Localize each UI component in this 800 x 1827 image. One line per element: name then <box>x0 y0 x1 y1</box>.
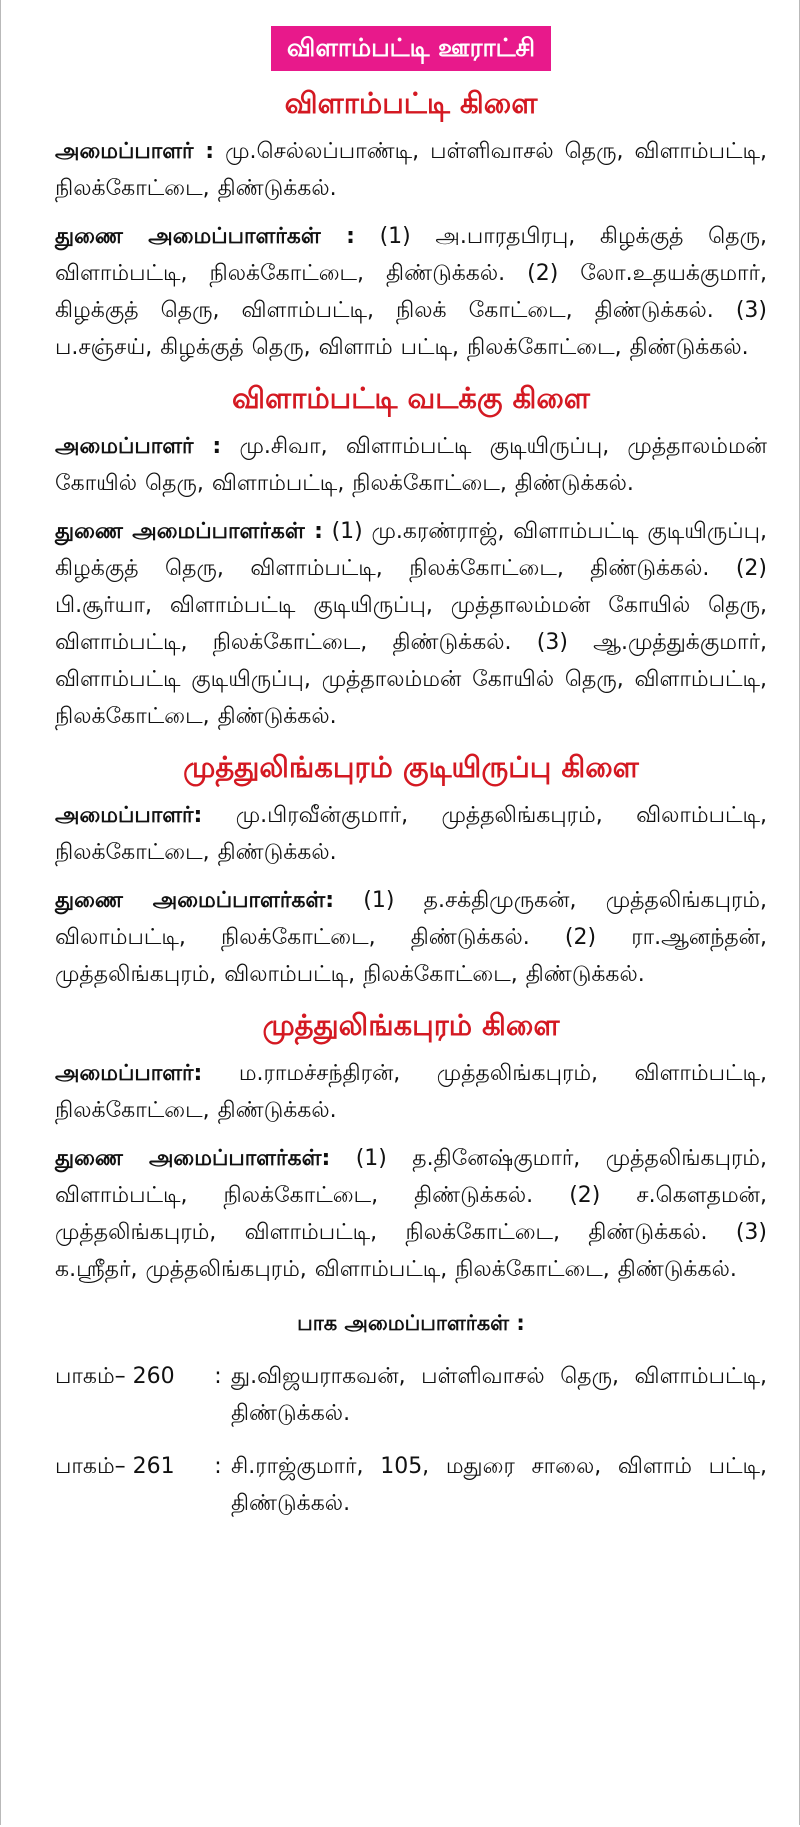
booth-number: பாகம்– 260 <box>55 1364 175 1389</box>
booth-separator: : <box>214 1364 222 1389</box>
person-details: (1) மு.கரண்ராஜ், விளாம்பட்டி குடியிருப்பு, கிழக்குத் தெரு, விளாம்பட்டி, நிலக்கோட்டை, திண்டுக்கல். (2) பி.சூர்யா, விளாம்பட்டி குடியிருப்பு, முத்தாலம்மன் கோயில் தெரு, விளாம்பட்டி, நிலக்கோட்டை, திண்டுக்கல். (3) ஆ.முத்துக்குமார், விளாம்பட்டி குடியிருப்பு, முத்தாலம்மன் கோயில் தெரு, விளாம்பட்டி, நிலக்கோட்டை, திண்டுக்கல். <box>55 519 767 729</box>
person-details: (1) த.தினேஷ்குமார், முத்தலிங்கபுரம், விளாம்பட்டி, நிலக்கோட்டை, திண்டுக்கல். (2) ச.கௌதமன், முத்தலிங்கபுரம், விளாம்பட்டி, நிலக்கோட்டை, திண்டுக்கல். (3) க.ஸ்ரீதர், முத்தலிங்கபுரம், விளாம்பட்டி, நிலக்கோட்டை, திண்டுக்கல். <box>55 1146 767 1282</box>
role-label: துணை அமைப்பாளர்கள்: <box>55 1146 331 1171</box>
role-label: அமைப்பாளர் : <box>55 434 222 459</box>
booth-row <box>55 1448 767 1522</box>
organiser-paragraph <box>55 428 767 502</box>
branch-title: முத்துலிங்கபுரம் குடியிருப்பு கிளை <box>183 750 639 784</box>
booth-person-details: சி.ராஜ்குமார், 105, மதுரை சாலை, விளாம் பட்டி, திண்டுக்கல். <box>231 1454 767 1516</box>
organiser-paragraph <box>55 1055 767 1129</box>
panchayat-title-badge: விளாம்பட்டி ஊராட்சி <box>271 26 551 71</box>
role-label: அமைப்பாளர் : <box>55 139 215 164</box>
role-label: அமைப்பாளர்: <box>55 803 203 828</box>
person-details: ம.ராமச்சந்திரன், முத்தலிங்கபுரம், விளாம்பட்டி, நிலக்கோட்டை, திண்டுக்கல். <box>55 1061 767 1123</box>
branch-title: விளாம்பட்டி வடக்கு கிளை <box>232 381 590 415</box>
organiser-paragraph <box>55 133 767 207</box>
person-details: (1) த.சக்திமுருகன், முத்தலிங்கபுரம், விலாம்பட்டி, நிலக்கோட்டை, திண்டுக்கல். (2) ரா.ஆனந்தன், முத்தலிங்கபுரம், விலாம்பட்டி, நிலக்கோட்டை, திண்டுக்கல். <box>55 888 767 987</box>
person-details: மு.பிரவீன்குமார், முத்தலிங்கபுரம், விலாம்பட்டி, நிலக்கோட்டை, திண்டுக்கல். <box>55 803 767 865</box>
branch-title: முத்துலிங்கபுரம் கிளை <box>262 1008 560 1042</box>
booth-separator: : <box>214 1454 222 1479</box>
branch-section <box>55 378 767 735</box>
booth-number: பாகம்– 261 <box>55 1454 175 1479</box>
deputy-organisers-paragraph <box>55 513 767 735</box>
branch-section <box>55 83 767 366</box>
booth-row <box>55 1358 767 1432</box>
branch-section <box>55 1005 767 1288</box>
booth-person-details: து.விஜயராகவன், பள்ளிவாசல் தெரு, விளாம்பட்டி, திண்டுக்கல். <box>231 1364 767 1426</box>
branch-title: விளாம்பட்டி கிளை <box>284 86 538 120</box>
document-content <box>55 0 767 1538</box>
person-details: மு.சிவா, விளாம்பட்டி குடியிருப்பு, முத்தாலம்மன் கோயில் தெரு, விளாம்பட்டி, நிலக்கோட்டை, திண்டுக்கல். <box>55 434 768 496</box>
person-details: மு.செல்லப்பாண்டி, பள்ளிவாசல் தெரு, விளாம்பட்டி, நிலக்கோட்டை, திண்டுக்கல். <box>55 139 767 201</box>
organiser-paragraph <box>55 797 767 871</box>
deputy-organisers-paragraph <box>55 218 767 366</box>
deputy-organisers-paragraph <box>55 1140 767 1288</box>
deputy-organisers-paragraph <box>55 882 767 993</box>
role-label: துணை அமைப்பாளர்கள்: <box>55 888 335 913</box>
role-label: துணை அமைப்பாளர்கள் : <box>55 519 323 544</box>
booth-heading: பாக அமைப்பாளர்கள் : <box>297 1311 525 1335</box>
role-label: அமைப்பாளர்: <box>55 1061 203 1086</box>
booth-organisers-section <box>55 1306 767 1522</box>
person-details: (1) அ.பாரதபிரபு, கிழக்குத் தெரு, விளாம்பட்டி, நிலக்கோட்டை, திண்டுக்கல். (2) லோ.உதயக்குமார், கிழக்குத் தெரு, விளாம்பட்டி, நிலக் கோட்டை, திண்டுக்கல். (3) ப.சஞ்சய், கிழக்குத் தெரு, விளாம் பட்டி, நிலக்கோட்டை, திண்டுக்கல். <box>55 224 768 360</box>
role-label: துணை அமைப்பாளர்கள் : <box>55 224 355 249</box>
branch-section <box>55 747 767 993</box>
header <box>55 26 767 71</box>
